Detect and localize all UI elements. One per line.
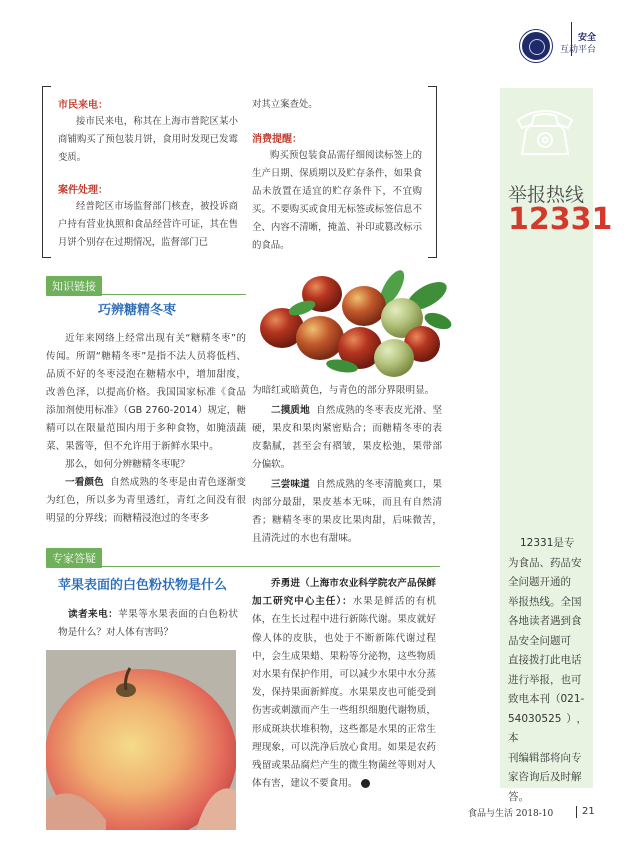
citizen-call-text: 接市民来电，称其在上海市普陀区某小商铺购买了预包装月饼，食用时发现已发霉变质。 <box>58 116 238 163</box>
expert-tag: 专家答疑 <box>46 548 102 568</box>
hotline-line: 54030525），本 <box>508 712 587 744</box>
method-texture-label: 二摸质地 <box>271 405 310 416</box>
header-title-line2: 互动平台 <box>560 45 597 55</box>
knowledge-left-column <box>46 330 246 528</box>
expert-answer-text: 水果是鲜活的有机体，在生长过程中进行新陈代谢。果皮就好像人体的皮肤，也处于不断新陈代谢过程中，会生成果蜡、果粉等分泌物，这些物质对水果有保护作用，可以减少水果中水分蒸发，保持果面新鲜度。水果果皮也可能受到伤害或刺激而产生一些组织细胞代谢物质，形成斑块状堆积物，这些都是水果的正常生理现象，可以洗净后放心食用。如果是农药残留或果品腐烂产生的微生物菌丝等则对人体有害，建议不要食用。 <box>252 596 437 790</box>
jujube-image <box>252 266 452 386</box>
method-color <box>46 474 246 528</box>
hotline-line: 为食品、药品安 <box>508 556 582 569</box>
method-taste-label: 三尝味道 <box>271 479 310 490</box>
hotline-line: 家咨询后及时解 <box>508 771 582 783</box>
method-taste <box>252 476 442 548</box>
case-box-left-bracket <box>42 86 51 258</box>
hotline-line: 全问题开通的 <box>508 576 571 588</box>
method-color-label: 一看颜色 <box>65 477 104 488</box>
hotline-line: 直接拨打此电话 <box>508 654 582 666</box>
method-taste-text: 自然成熟的冬枣清脆爽口，果肉部分最甜，果皮基本无味，而且有自然清香；糖精冬枣的果皮比果肉甜，后味微苦，且清洗过的水也有甜味。 <box>252 479 443 544</box>
hotline-line: 刊编辑部将向专 <box>508 751 582 764</box>
expert-tag-line <box>46 566 440 567</box>
footer-magazine: 食品与生活 2018-10 <box>468 809 554 819</box>
knowledge-question: 那么，如何分辨糖精冬枣呢？ <box>65 459 190 470</box>
case-left-column <box>58 96 238 252</box>
footer-divider <box>576 806 577 818</box>
method-texture <box>252 402 442 474</box>
case-right-column <box>252 96 422 255</box>
hotline-line: 举报热线。全国 <box>508 595 582 608</box>
answerer-name: 乔勇进（上海市农业科学院农产品保鲜加工研究中心主任）： <box>252 578 436 608</box>
hotline-line: 进行举报，也可 <box>508 673 582 686</box>
expert-answer-column <box>252 575 436 793</box>
knowledge-title: 巧辨糖精冬枣 <box>98 303 177 318</box>
consumer-tip-heading: 消费提醒： <box>252 134 302 145</box>
end-mark-icon <box>361 779 370 788</box>
hotline-line: 致电本刊（021- <box>508 693 585 705</box>
method-color-continued: 为暗红或暗黄色，与青色的部分界限明显。 <box>252 385 435 396</box>
knowledge-tag: 知识链接 <box>46 276 102 296</box>
page-number: 21 <box>582 806 595 817</box>
method-color-text: 自然成熟的冬枣是由青色逐渐变为红色，所以多为青里透红，青红之间没有很明显的分界线；而糖精浸泡过的冬枣多 <box>46 477 247 524</box>
hotline-number: 12331 <box>508 202 613 237</box>
apple-photo <box>46 650 236 830</box>
reader-question-text: 苹果等水果表面的白色粉状物是什么？对人体有害吗？ <box>58 609 239 638</box>
hotline-title: 举报热线 <box>508 184 585 206</box>
hotline-line: 品安全问题可 <box>508 634 571 647</box>
case-handling-text: 经普陀区市场监督部门核查，被投诉商户持有营业执照和食品经营许可证，其在售月饼个别存在过期情况，监督部门已 <box>58 201 238 248</box>
magazine-logo <box>520 30 552 62</box>
hotline-description <box>508 534 587 807</box>
telephone-icon <box>512 100 578 160</box>
case-handling-continued: 对其立案查处。 <box>252 99 318 110</box>
knowledge-right-column <box>252 382 442 548</box>
citizen-call-heading: 市民来电： <box>58 100 108 111</box>
header-title-line1: 安全 <box>578 33 597 43</box>
hotline-line: 12331是专 <box>520 537 575 549</box>
method-texture-text: 自然成熟的冬枣表皮光滑、坚硬，果皮和果肉紧密贴合；而糖精冬枣的表皮黏腻，甚至会有褶皱，果皮松弛，果带部分偏软。 <box>252 405 443 470</box>
reader-question <box>58 606 238 642</box>
case-handling-heading: 案件处理： <box>58 185 108 196</box>
consumer-tip-text: 购买预包装食品需仔细阅读标签上的生产日期、保质期以及贮存条件，如果食品未放置在适宜的贮存条件下，不宜购买。不要购买或食用无标签或标签信息不全、内容不清晰，掩盖、补印或篡改标示的食品。 <box>252 150 422 251</box>
case-box-right-bracket <box>428 86 437 258</box>
reader-question-label: 读者来电： <box>68 609 119 620</box>
hotline-line: 答。 <box>508 790 529 803</box>
knowledge-intro: 近年来网络上经常出现有关“糖精冬枣”的传闻。所谓“糖精冬枣”是指不法人员将低档、品质不好的冬枣浸泡在糖精水中，增加甜度，改善色泽，以提高价格。我国国家标准《食品添加剂使用标准》（GB 2760-2014）规定，糖精可以在限量范围内用于多种食物，如腌渍蔬菜、果酱等，但不允许用于新鲜水果中。 <box>46 333 246 452</box>
expert-title: 苹果表面的白色粉状物是什么 <box>58 578 228 593</box>
hotline-line: 各地读者遇到食 <box>508 615 582 627</box>
knowledge-tag-line <box>46 294 246 295</box>
